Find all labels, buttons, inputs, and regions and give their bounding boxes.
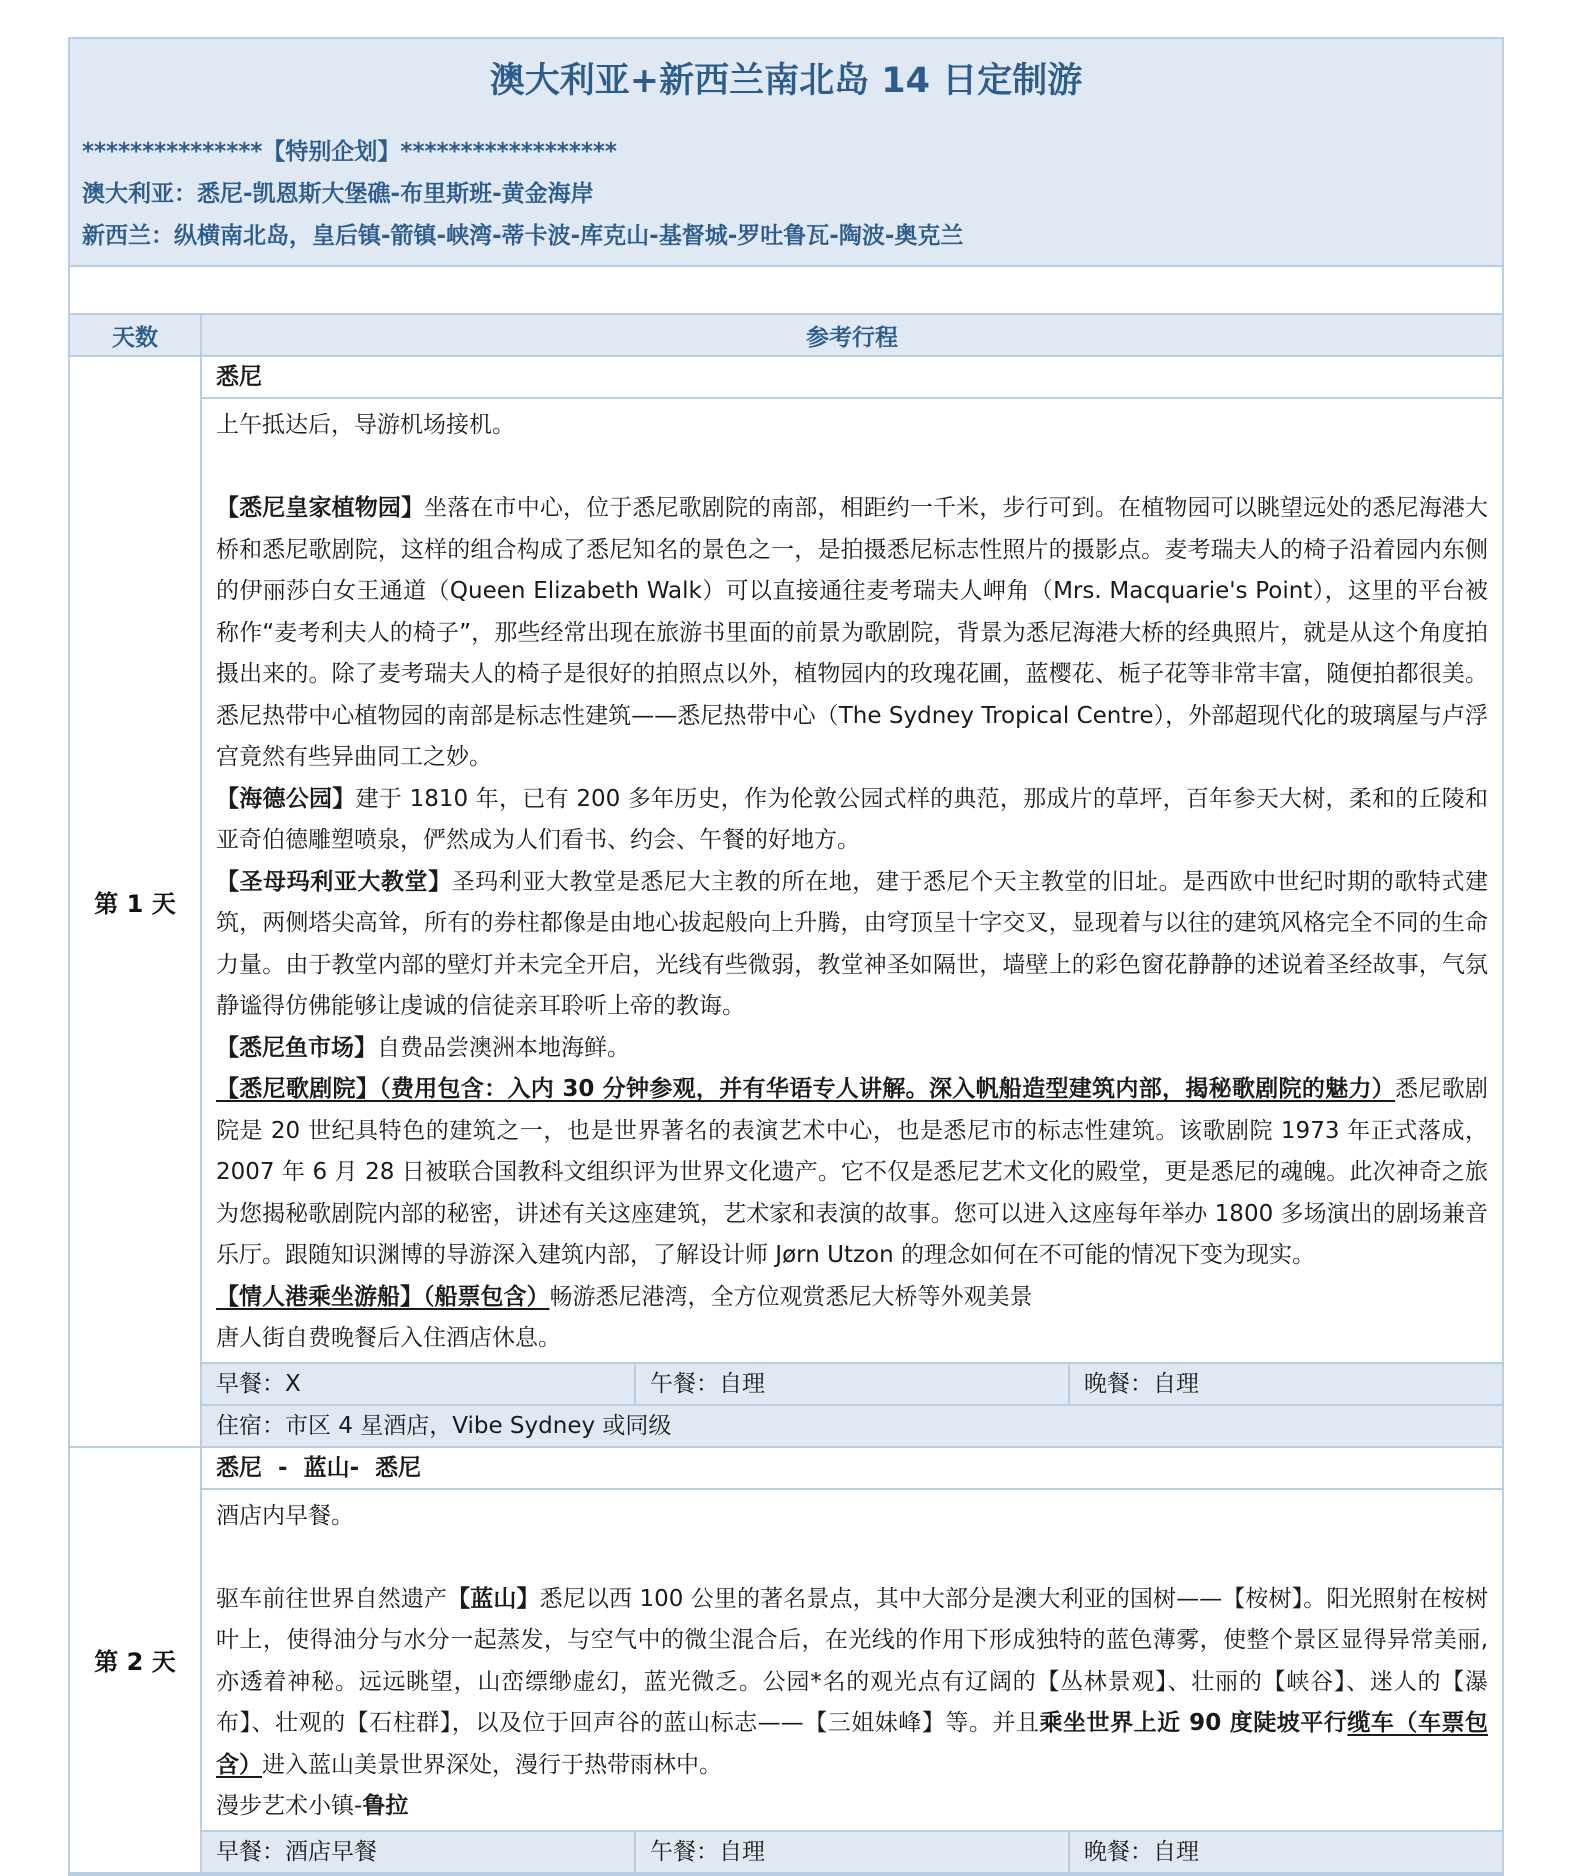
meal-dinner: 晚餐：自理 <box>1084 1370 1199 1397</box>
attraction-title: 【海德公园】 <box>216 785 356 812</box>
attraction-cathedral <box>216 862 1488 1028</box>
attraction-leura <box>216 1786 1488 1828</box>
day-place: 悉尼 <box>202 357 1502 399</box>
attraction-text: 坐落在市中心，位于悉尼歌剧院的南部，相距约一千米，步行可到。在植物园可以眺望远处的悉尼海港大桥和悉尼歌剧院，这样的组合构成了悉尼知名的景色之一，是拍摄悉尼标志性照片的摄影点。麦考瑞夫人的椅子沿着园内东侧的伊丽莎白女王通道（Queen Elizabeth Walk）可以直接通往麦考瑞夫人岬角（Mrs. Macquarie's Point），这里的平台被称作“麦考利夫人的椅子”，那些经常出现在旅游书里面的前景为歌剧院，背景为悉尼海港大桥的经典照片，就是从这个角度拍摄出来的。除了麦考瑞夫人的椅子是很好的拍照点以外，植物园内的玫瑰花圃，蓝樱花、栀子花等非常丰富，随便拍都很美。悉尼热带中心植物园的南部是标志性建筑——悉尼热带中心（The Sydney Tropical Centre），外部超现代化的玻璃屋与卢浮宫竟然有些异曲同工之妙。 <box>216 495 1489 770</box>
itinerary-table <box>70 315 1502 1874</box>
table-row-day-1 <box>70 356 1502 1447</box>
meal-breakfast: 早餐：X <box>202 1364 636 1404</box>
attraction-highlight: 乘坐世界上近 90 度陡坡平行 <box>1039 1710 1348 1736</box>
col-header-day: 天数 <box>70 315 201 356</box>
special-plan-line: ***************【特别企划】****************** <box>82 139 617 165</box>
attraction-text: 漫步艺术小镇- <box>216 1793 363 1819</box>
attraction-harbour-cruise <box>216 1277 1488 1319</box>
meal-breakfast: 早餐：酒店早餐 <box>202 1832 636 1872</box>
attraction-hyde-park <box>216 779 1488 862</box>
attraction-text: 悉尼以西 100 公里的著名景点，其中大部分是澳大利亚的国树——【桉树】。阳光照射在桉树叶上，使得油分与水分一起蒸发，与空气中的微尘混合后，在光线的作用下形成独特的蓝色薄雾，使整个景区显得异常美丽,亦透着神秘。远远眺望，山峦缥缈虚幻，蓝光微乏。公园*名的观光点有辽阔的【丛林景观】、壮丽的【峡谷】、迷人的【瀑布】、壮观的【石柱群】，以及位于回声谷的蓝山标志——【三姐妹峰】等。并且 <box>216 1585 1489 1736</box>
meals-row <box>202 1362 1502 1404</box>
col-header-itinerary: 参考行程 <box>201 315 1502 356</box>
day-content <box>201 1447 1502 1873</box>
attraction-title: 【圣母玛利亚大教堂】 <box>216 868 452 895</box>
attraction-fish-market <box>216 1028 1488 1070</box>
attraction-text: 悉尼歌剧院是 20 世纪具特色的建筑之一，也是世界著名的表演艺术中心，也是悉尼市的标志性建筑。该歌剧院 1973 年正式落成，2007 年 6 月 28 日被联合国教科文组织评为世界文化遗产。它不仅是悉尼艺术文化的殿堂，更是悉尼的魂魄。此次神奇之旅为您揭秘歌剧院内部的秘密，讲述有关这座建筑，艺术家和表演的故事。您可以进入这座每年举办 1800 多场演出的剧场兼音乐厅。跟随知识渊博的导游深入建筑内部，了解设计师 Jørn Utzon 的理念如何在不可能的情况下变为现实。 <box>216 1076 1488 1268</box>
day-label: 第 2 天 <box>70 1447 201 1873</box>
lodging-row: 住宿：市区 4 星酒店，Vibe Sydney 或同级 <box>202 1404 1502 1446</box>
day-place: 悉尼 - 蓝山- 悉尼 <box>202 1448 1502 1490</box>
attraction-title: 【情人港乘坐游船】（船票包含） <box>216 1283 550 1310</box>
meals-row <box>202 1830 1502 1872</box>
attraction-text: 畅游悉尼港湾，全方位观赏悉尼大桥等外观美景 <box>549 1283 1033 1310</box>
newzealand-route: 新西兰：纵横南北岛，皇后镇-箭镇-峡湾-蒂卡波-库克山-基督城-罗吐鲁瓦-陶波-奥克兰 <box>82 223 964 249</box>
evening-text: 唐人街自费晚餐后入住酒店休息。 <box>216 1325 561 1351</box>
attraction-botanic-garden <box>216 488 1488 779</box>
attraction-title: 【悉尼鱼市场】 <box>216 1034 377 1061</box>
attraction-text: 自费品尝澳洲本地海鲜。 <box>377 1034 630 1061</box>
attraction-title: 鲁拉 <box>362 1793 409 1819</box>
meal-dinner: 晚餐：自理 <box>1084 1838 1199 1865</box>
breakfast-note: 酒店内早餐。 <box>216 1502 354 1529</box>
attraction-blue-mountains <box>216 1579 1488 1787</box>
attraction-title: 【蓝山】 <box>447 1585 540 1612</box>
attraction-text: 建于 1810 年，已有 200 多年历史，作为伦敦公园式样的典范，那成片的草坪，百年参天大树，柔和的丘陵和亚奇伯德雕塑喷泉，俨然成为人们看书、约会、午餐的好地方。 <box>216 785 1489 853</box>
header-spacer <box>70 267 1502 315</box>
meal-lunch: 午餐：自理 <box>636 1364 1070 1404</box>
attraction-highlight-included: 缆车（车票包含） <box>216 1710 1489 1778</box>
day-content <box>201 356 1502 1447</box>
attraction-text: 进入蓝山美景世界深处，漫行于热带雨林中。 <box>262 1751 722 1778</box>
meal-lunch: 午餐：自理 <box>636 1832 1070 1872</box>
arrival-text: 上午抵达后，导游机场接机。 <box>216 412 515 438</box>
attraction-title: 【悉尼皇家植物园】 <box>216 495 425 521</box>
page-title: 澳大利亚+新西兰南北岛 14 日定制游 <box>489 61 1083 101</box>
day-description <box>202 1490 1502 1830</box>
attraction-text: 圣玛利亚大教堂是悉尼大主教的所在地，建于悉尼个天主教堂的旧址。是西欧中世纪时期的歌特式建筑，两侧塔尖高耸，所有的券柱都像是由地心拔起般向上升腾，由穹顶呈十字交叉，显现着与以往的建筑风格完全不同的生命力量。由于教堂内部的壁灯并未完全开启，光线有些微弱，教堂神圣如隔世，墙壁上的彩色窗花静静的述说着圣经故事，气氛静谧得仿佛能够让虔诚的信徒亲耳聆听上帝的教诲。 <box>216 868 1489 1019</box>
table-header-row <box>70 315 1502 356</box>
table-row-day-2 <box>70 1447 1502 1873</box>
day-label: 第 1 天 <box>70 356 201 1447</box>
day-description <box>202 399 1502 1362</box>
attraction-title: 【悉尼歌剧院】（费用包含：入内 30 分钟参观，并有华语专人讲解。深入帆船造型建筑内部，揭秘歌剧院的魅力） <box>216 1076 1396 1102</box>
australia-route: 澳大利亚：悉尼-凯恩斯大堡礁-布里斯班-黄金海岸 <box>82 181 594 207</box>
document-header <box>70 39 1502 267</box>
attraction-text: 驱车前往世界自然遗产 <box>216 1585 448 1612</box>
itinerary-document <box>68 37 1504 1876</box>
attraction-opera-house <box>216 1069 1488 1277</box>
